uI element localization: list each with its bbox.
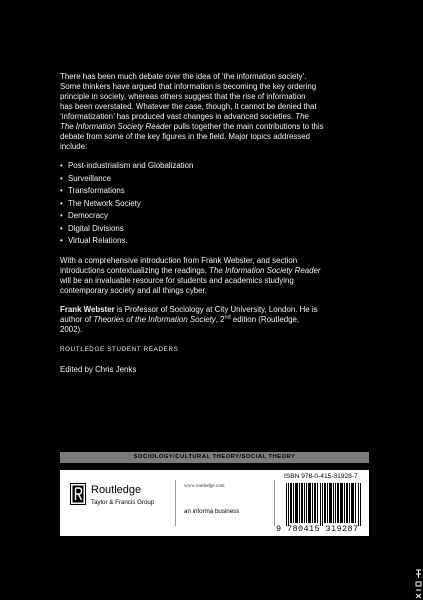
topic-label: The Network Society [68, 198, 141, 208]
author-edition-num: , 2 [215, 315, 225, 324]
topic-item [60, 211, 366, 221]
isbn-barcode-icon [284, 483, 364, 526]
blurb-column [60, 72, 366, 375]
topic-item [60, 174, 366, 184]
topic-label: Surveillance [68, 173, 111, 183]
publisher-name: Routledge [91, 484, 142, 496]
topic-label: Democracy [68, 211, 108, 220]
intro-line-text: pulls together the main contributions to this [173, 122, 324, 131]
intro-line: has been overstated. Whatever the case, though, it cannot be denied that [60, 102, 317, 111]
intro-line: include: [60, 142, 88, 151]
topics-list [60, 161, 366, 246]
author-bio-text: author of [60, 315, 92, 324]
topic-item [60, 199, 366, 209]
divider [274, 480, 275, 526]
informa-tagline: an informa business [184, 508, 240, 515]
intro-line [60, 112, 366, 122]
topic-item [60, 186, 366, 196]
intro-line [60, 122, 366, 132]
author-line [60, 315, 366, 325]
routledge-r-icon [70, 483, 86, 505]
closing-line-text: introductions contextualizing the readings, [60, 266, 207, 275]
intro-line: debate from some of the key figures in the field. Major topics addressed [60, 132, 310, 141]
intro-title-lead: The [295, 112, 309, 121]
bullet-icon: • [60, 161, 63, 170]
closing-paragraph [60, 256, 366, 296]
editor-credit: Edited by Chris Jenks [60, 365, 137, 374]
spine-mark-icon [414, 568, 423, 600]
closing-line: With a comprehensive introduction from Frank Webster, and section [60, 256, 298, 265]
author-edition-sup: nd [224, 314, 231, 321]
author-line [60, 305, 366, 315]
bullet-icon: • [60, 211, 63, 220]
subject-category-band: SOCIOLOGY/CULTURAL THEORY/SOCIAL THEORY [60, 452, 369, 463]
publisher-panel [60, 470, 369, 536]
publisher-website[interactable]: www.routledge.com [184, 484, 225, 489]
bullet-icon: • [60, 186, 63, 195]
author-line: 2002). [60, 325, 83, 334]
bullet-icon: • [60, 236, 63, 245]
topic-item [60, 161, 366, 171]
intro-book-title: The Information Society Reader [60, 122, 172, 131]
topic-item [60, 236, 366, 246]
author-book-title: Theories of the Information Society [93, 315, 216, 324]
author-edition-post: edition (Routledge, [230, 315, 300, 324]
barcode-digits: 9 780415 319287 [276, 524, 359, 534]
closing-line: contemporary society and all things cyber. [60, 286, 207, 295]
intro-line: Some thinkers have argued that information is becoming the key ordering [60, 82, 317, 91]
intro-line-text: ‘informatization’ has produced vast changes in advanced societies. [60, 112, 294, 121]
closing-line [60, 266, 366, 276]
topic-label: Virtual Relations. [68, 236, 128, 245]
author-bio [60, 305, 366, 335]
bullet-icon: • [60, 173, 63, 183]
closing-line: will be an invaluable resource for students and academics studying [60, 276, 294, 285]
intro-line: There has been much debate over the idea of ‘the information society’. [60, 72, 307, 81]
intro-paragraph [60, 72, 366, 152]
publisher-group: Taylor & Francis Group [91, 499, 155, 506]
divider [175, 480, 176, 526]
topic-label: Transformations [68, 186, 125, 195]
intro-line: principle in society, whereas others suggest that the rise of information [60, 92, 306, 101]
topic-label: Post-industrialism and Globalization [68, 161, 194, 170]
publisher-logo [70, 480, 180, 520]
author-bio-text: is Professor of Sociology at City University, London. He is [116, 305, 318, 314]
topic-label: Digital Divisions [68, 223, 124, 233]
isbn-number: ISBN 978-0-415-31928-7 [284, 473, 358, 480]
bullet-icon: • [60, 223, 63, 233]
topic-item [60, 224, 366, 234]
author-name: Frank Webster [60, 305, 115, 314]
bullet-icon: • [60, 198, 63, 208]
closing-book-title: The Information Society Reader [209, 266, 321, 275]
series-name: ROUTLEDGE STUDENT READERS [60, 346, 179, 353]
